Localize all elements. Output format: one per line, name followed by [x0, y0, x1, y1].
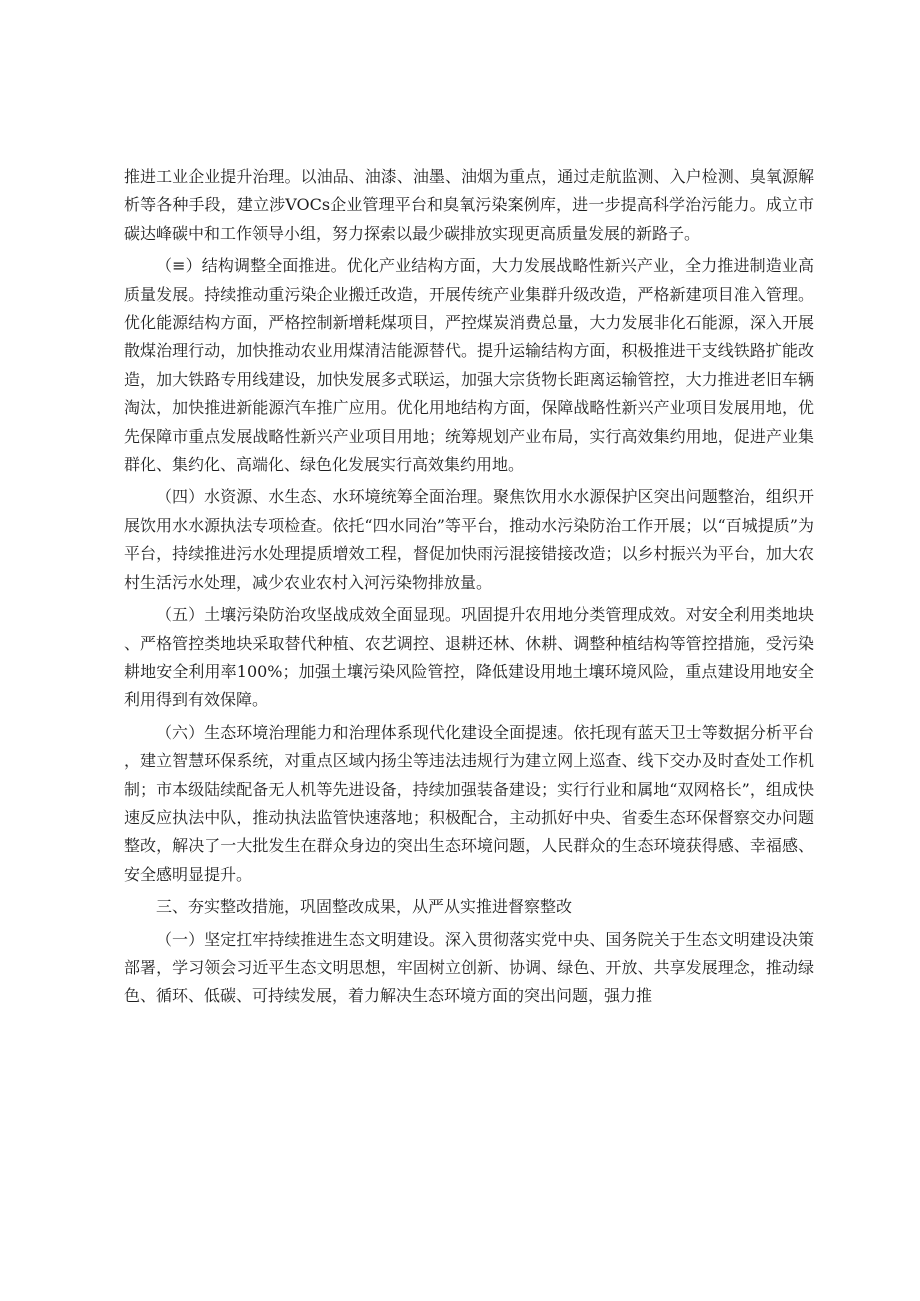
paragraph-ecological-civilization: （一）坚定扛牢持续推进生态文明建设。深入贯彻落实党中央、国务院关于生态文明建设决策部署，学习领会习近平生态文明思想，牢固树立创新、协调、绿色、开放、共享发展理念，推动绿色、循环、低碳、可持续发展，着力解决生态环境方面的突出问题，强力推 [124, 929, 814, 1006]
paragraph-continuation: 推进工业企业提升治理。以油品、油漆、油墨、油烟为重点，通过走航监测、入户检测、臭氧源解析等各种手段，建立涉VOCs企业管理平台和臭氧污染案例库，进一步提高科学治污能力。成立市碳达峰碳中和工作领导小组，努力探索以最少碳排放实现更高质量发展的新路子。 [124, 167, 814, 243]
paragraph-structure-adjustment: （≡）结构调整全面推进。优化产业结构方面，大力发展战略性新兴产业，全力推进制造业高质量发展。持续推动重污染企业搬迁改造，开展传统产业集群升级改造，严格新建项目准入管理。优化能源结构方面，严格控制新增耗煤项目，严控煤炭消费总量，大力发展非化石能源，深入开展散煤治理行动，加快推动农业用煤清洁能源替代。提升运输结构方面，积极推进干支线铁路扩能改造，加大铁路专用线建设，加快发展多式联运，加强大宗货物长距离运输管控，大力推进老旧车辆淘汰，加快推进新能源汽车推广应用。优化用地结构方面，保障战略性新兴产业项目发展用地，优先保障市重点发展战略性新兴产业项目用地；统筹规划产业布局，实行高效集约用地，促进产业集群化、集约化、高端化、绿色化发展实行高效集约用地。 [124, 256, 814, 475]
paragraph-soil-pollution: （五）土壤污染防治攻坚战成效全面显现。巩固提升农用地分类管理成效。对安全利用类地块、严格管控类地块采取替代种植、农艺调控、退耕还林、休耕、调整种植结构等管控措施，受污染耕地安全利用率100%；加强土壤污染风险管控，降低建设用地土壤环境风险，重点建设用地安全利用得到有效保障。 [124, 605, 814, 710]
document-page [124, 163, 814, 1015]
paragraph-water-governance: （四）水资源、水生态、水环境统筹全面治理。聚焦饮用水水源保护区突出问题整治，组织开展饮用水水源执法专项检查。依托“四水同治”等平台，推动水污染防治工作开展；以“百城提质”为平台，持续推进污水处理提质增效工程，督促加快雨污混接错接改造；以乡村振兴为平台，加大农村生活污水处理，减少农业农村入河污染物排放量。 [124, 487, 814, 592]
paragraph-governance-modernization: （六）生态环境治理能力和治理体系现代化建设全面提速。依托现有蓝天卫士等数据分析平台，建立智慧环保系统，对重点区域内扬尘等违法违规行为建立网上巡查、线下交办及时查处工作机制；市本级陆续配备无人机等先进设备，持续加强装备建设；实行行业和属地“双网格长”，组成快速反应执法中队，推动执法监管快速落地；积极配合，主动抓好中央、省委生态环保督察交办问题整改，解决了一大批发生在群众身边的突出生态环境问题，人民群众的生态环境获得感、幸福感、安全感明显提升。 [124, 722, 814, 884]
section-heading-three: 三、夯实整改措施，巩固整改成果，从严从实推进督察整改 [156, 897, 573, 917]
